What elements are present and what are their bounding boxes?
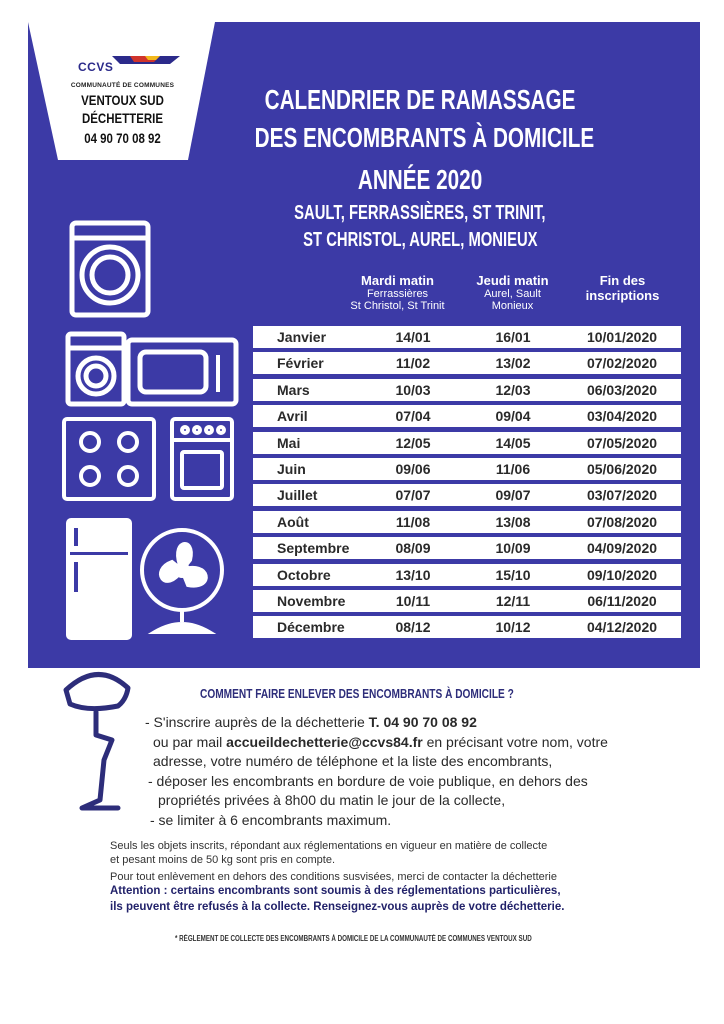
howto-step3: - se limiter à 6 encombrants maximum. xyxy=(150,812,392,828)
month-cell: Janvier xyxy=(277,329,327,345)
washing-machine-icon xyxy=(72,223,148,315)
column-header-deadline: Fin des inscriptions xyxy=(585,273,660,303)
month-cell: Septembre xyxy=(277,540,350,557)
tuesday-date-cell: 11/02 xyxy=(395,355,431,372)
thursday-date-cell: 09/04 xyxy=(495,408,531,425)
month-cell: Novembre xyxy=(277,592,346,609)
page-title-line1: CALENDRIER DE RAMASSAGE xyxy=(264,84,576,115)
dryer-icon xyxy=(68,334,124,404)
month-cell: Mars xyxy=(277,381,310,398)
deadline-cell: 03/04/2020 xyxy=(586,408,658,425)
tuesday-date-cell: 13/10 xyxy=(395,566,431,583)
logo-line2: VENTOUX SUD xyxy=(81,92,164,108)
deadline-cell: 07/08/2020 xyxy=(586,513,658,530)
thursday-date-cell: 14/05 xyxy=(495,434,531,451)
howto-step1: - S'inscrire auprès de la déchetterie T. 04 90 70 08 92 xyxy=(145,714,477,730)
month-cell: Mai xyxy=(277,434,301,451)
tuesday-date-cell: 09/06 xyxy=(395,460,431,477)
thursday-date-cell: 15/10 xyxy=(495,566,531,583)
refrigerator-icon xyxy=(66,518,132,640)
logo-acronym: CCVS xyxy=(78,60,114,74)
deadline-cell: 07/05/2020 xyxy=(586,434,658,451)
thursday-date-cell: 12/03 xyxy=(495,381,531,398)
month-cell: Juillet xyxy=(277,487,318,504)
note-line3: Pour tout enlèvement en dehors des conditions susvisées, merci de contacter la déchetterie xyxy=(110,871,557,883)
microwave-icon xyxy=(128,340,236,404)
cooktop-icon xyxy=(64,419,154,499)
thursday-date-cell: 10/12 xyxy=(495,619,531,636)
howto-step2a: - déposer les encombrants en bordure de voie publique, en dehors des xyxy=(148,773,588,789)
fan-icon xyxy=(142,530,222,632)
logo-line1: COMMUNAUTÉ DE COMMUNES xyxy=(70,82,175,89)
phone-number[interactable]: T. 04 90 70 08 92 xyxy=(368,714,477,730)
thursday-date-cell: 13/08 xyxy=(495,513,531,530)
note-line1: Seuls les objets inscrits, répondant aux réglementations en vigueur en matière de collecte xyxy=(110,840,548,852)
thursday-date-cell: 12/11 xyxy=(495,592,531,609)
year-title: ANNÉE 2020 xyxy=(357,164,483,195)
thursday-date-cell: 16/01 xyxy=(495,329,531,345)
note-line2: et pesant moins de 50 kg sont pris en compte. xyxy=(110,854,336,866)
howto-step2b: propriétés privées à 8h00 du matin le jour de la collecte, xyxy=(158,792,506,808)
tuesday-date-cell: 11/08 xyxy=(395,513,431,530)
deadline-cell: 06/03/2020 xyxy=(586,381,658,398)
deadline-cell: 03/07/2020 xyxy=(586,487,658,504)
month-cell: Avril xyxy=(277,408,308,425)
tuesday-date-cell: 10/11 xyxy=(395,592,431,609)
month-cell: Juin xyxy=(277,460,306,477)
tuesday-date-cell: 14/01 xyxy=(395,329,431,345)
thursday-date-cell: 13/02 xyxy=(495,355,531,372)
floor-lamp-icon xyxy=(66,674,128,808)
deadline-cell: 04/12/2020 xyxy=(586,619,658,636)
warning-line1: Attention : certains encombrants sont soumis à des réglementations particulières, xyxy=(110,885,561,897)
tuesday-date-cell: 10/03 xyxy=(395,381,431,398)
tuesday-date-cell: 07/04 xyxy=(395,408,431,425)
deadline-cell: 06/11/2020 xyxy=(587,592,657,609)
towns-line1: SAULT, FERRASSIÈRES, ST TRINIT, xyxy=(294,202,546,224)
deadline-cell: 09/10/2020 xyxy=(586,566,658,583)
month-cell: Août xyxy=(277,513,309,530)
thursday-date-cell: 11/06 xyxy=(495,460,531,477)
page-title-line2: DES ENCOMBRANTS À DOMICILE xyxy=(254,122,595,153)
deadline-cell: 05/06/2020 xyxy=(586,460,658,477)
month-cell: Octobre xyxy=(277,566,331,583)
deadline-cell: 04/09/2020 xyxy=(586,540,658,557)
tuesday-date-cell: 08/12 xyxy=(395,619,431,636)
column-header-tuesday: Mardi matin Ferrassières St Christol, St Trinit xyxy=(350,273,445,312)
deadline-cell: 10/01/2020 xyxy=(586,329,658,345)
towns-line2: ST CHRISTOL, AUREL, MONIEUX xyxy=(302,229,538,251)
tuesday-date-cell: 07/07 xyxy=(395,487,431,504)
tuesday-date-cell: 12/05 xyxy=(395,434,431,451)
deadline-cell: 07/02/2020 xyxy=(586,355,658,372)
howto-title: COMMENT FAIRE ENLEVER DES ENCOMBRANTS À DOMICILE ? xyxy=(200,686,514,701)
howto-step1b: ou par mail accueildechetterie@ccvs84.fr en précisant votre nom, votre xyxy=(153,734,608,750)
month-cell: Février xyxy=(277,355,324,372)
logo-line3: DÉCHETTERIE xyxy=(81,110,164,126)
email-link[interactable]: accueildechetterie@ccvs84.fr xyxy=(226,734,423,750)
howto-step1c: adresse, votre numéro de téléphone et la liste des encombrants, xyxy=(153,753,553,769)
tuesday-date-cell: 08/09 xyxy=(395,540,431,557)
thursday-date-cell: 10/09 xyxy=(495,540,531,557)
footnote: * RÈGLEMENT DE COLLECTE DES ENCOMBRANTS À DOMICILE DE LA COMMUNAUTÉ DE COMMUNES VENTOUX SUD xyxy=(175,934,532,943)
logo-phone: 04 90 70 08 92 xyxy=(84,130,161,146)
month-cell: Décembre xyxy=(277,619,345,636)
column-header-thursday: Jeudi matin Aurel, Sault Monieux xyxy=(476,273,549,312)
thursday-date-cell: 09/07 xyxy=(495,487,531,504)
oven-range-icon xyxy=(172,419,232,499)
warning-line2: ils peuvent être refusés à la collecte. Renseignez-vous auprès de votre déchetterie. xyxy=(110,901,565,913)
